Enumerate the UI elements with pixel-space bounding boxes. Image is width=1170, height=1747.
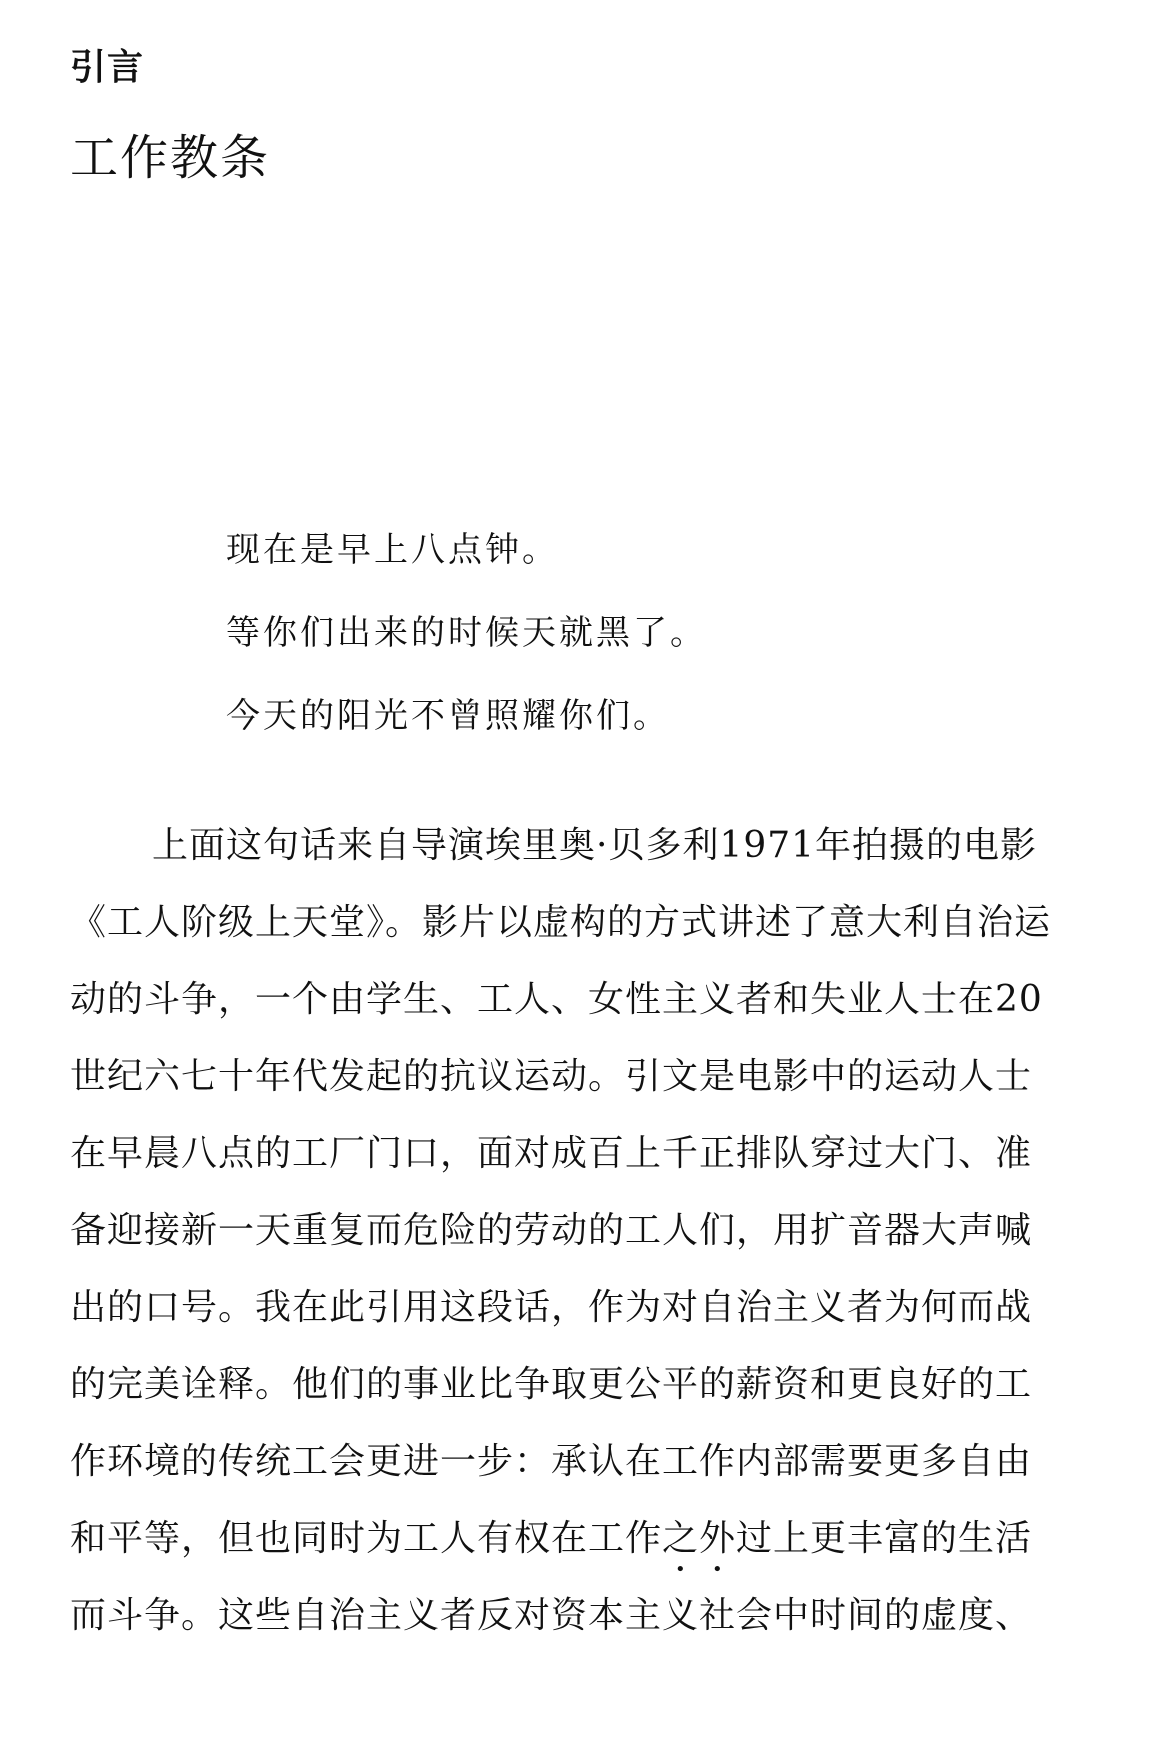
chapter-title: 工作教条 — [70, 130, 271, 186]
body-line: 世纪六七十年代发起的抗议运动。引文是电影中的运动人士 — [70, 1056, 1033, 1097]
body-line: 动的斗争，一个由学生、工人、女性主义者和失业人士在20 — [70, 979, 1043, 1020]
body-line-with-emphasis — [70, 1515, 1100, 1592]
emphasis-text: 之外 — [662, 1518, 737, 1559]
body-paragraph — [70, 822, 1100, 1669]
chapter-label: 引言 — [70, 47, 145, 88]
body-line-text: 和平等，但也同时为工人有权在工作 — [70, 1518, 663, 1559]
body-line: 在早晨八点的工厂门口，面对成百上千正排队穿过大门、准 — [70, 1133, 1033, 1174]
body-line: 作环境的传统工会更进一步：承认在工作内部需要更多自由 — [70, 1441, 1033, 1482]
epigraph-line: 等你们出来的时候天就黑了。 — [226, 613, 707, 653]
body-line: 而斗争。这些自治主义者反对资本主义社会中时间的虚度、 — [70, 1595, 1033, 1636]
body-line: 《工人阶级上天堂》。影片以虚构的方式讲述了意大利自治运 — [70, 902, 1052, 943]
epigraph-line: 今天的阳光不曾照耀你们。 — [226, 696, 670, 736]
body-line: 出的口号。我在此引用这段话，作为对自治主义者为何而战 — [70, 1287, 1033, 1328]
body-line: 上面这句话来自导演埃里奥·贝多利1971年拍摄的电影 — [152, 825, 1038, 866]
epigraph — [226, 528, 707, 777]
body-line: 的完美诠释。他们的事业比争取更公平的薪资和更良好的工 — [70, 1364, 1033, 1405]
body-line: 备迎接新一天重复而危险的劳动的工人们，用扩音器大声喊 — [70, 1210, 1033, 1251]
body-line-text: 过上更丰富的生活 — [736, 1518, 1033, 1559]
epigraph-line: 现在是早上八点钟。 — [226, 530, 559, 570]
